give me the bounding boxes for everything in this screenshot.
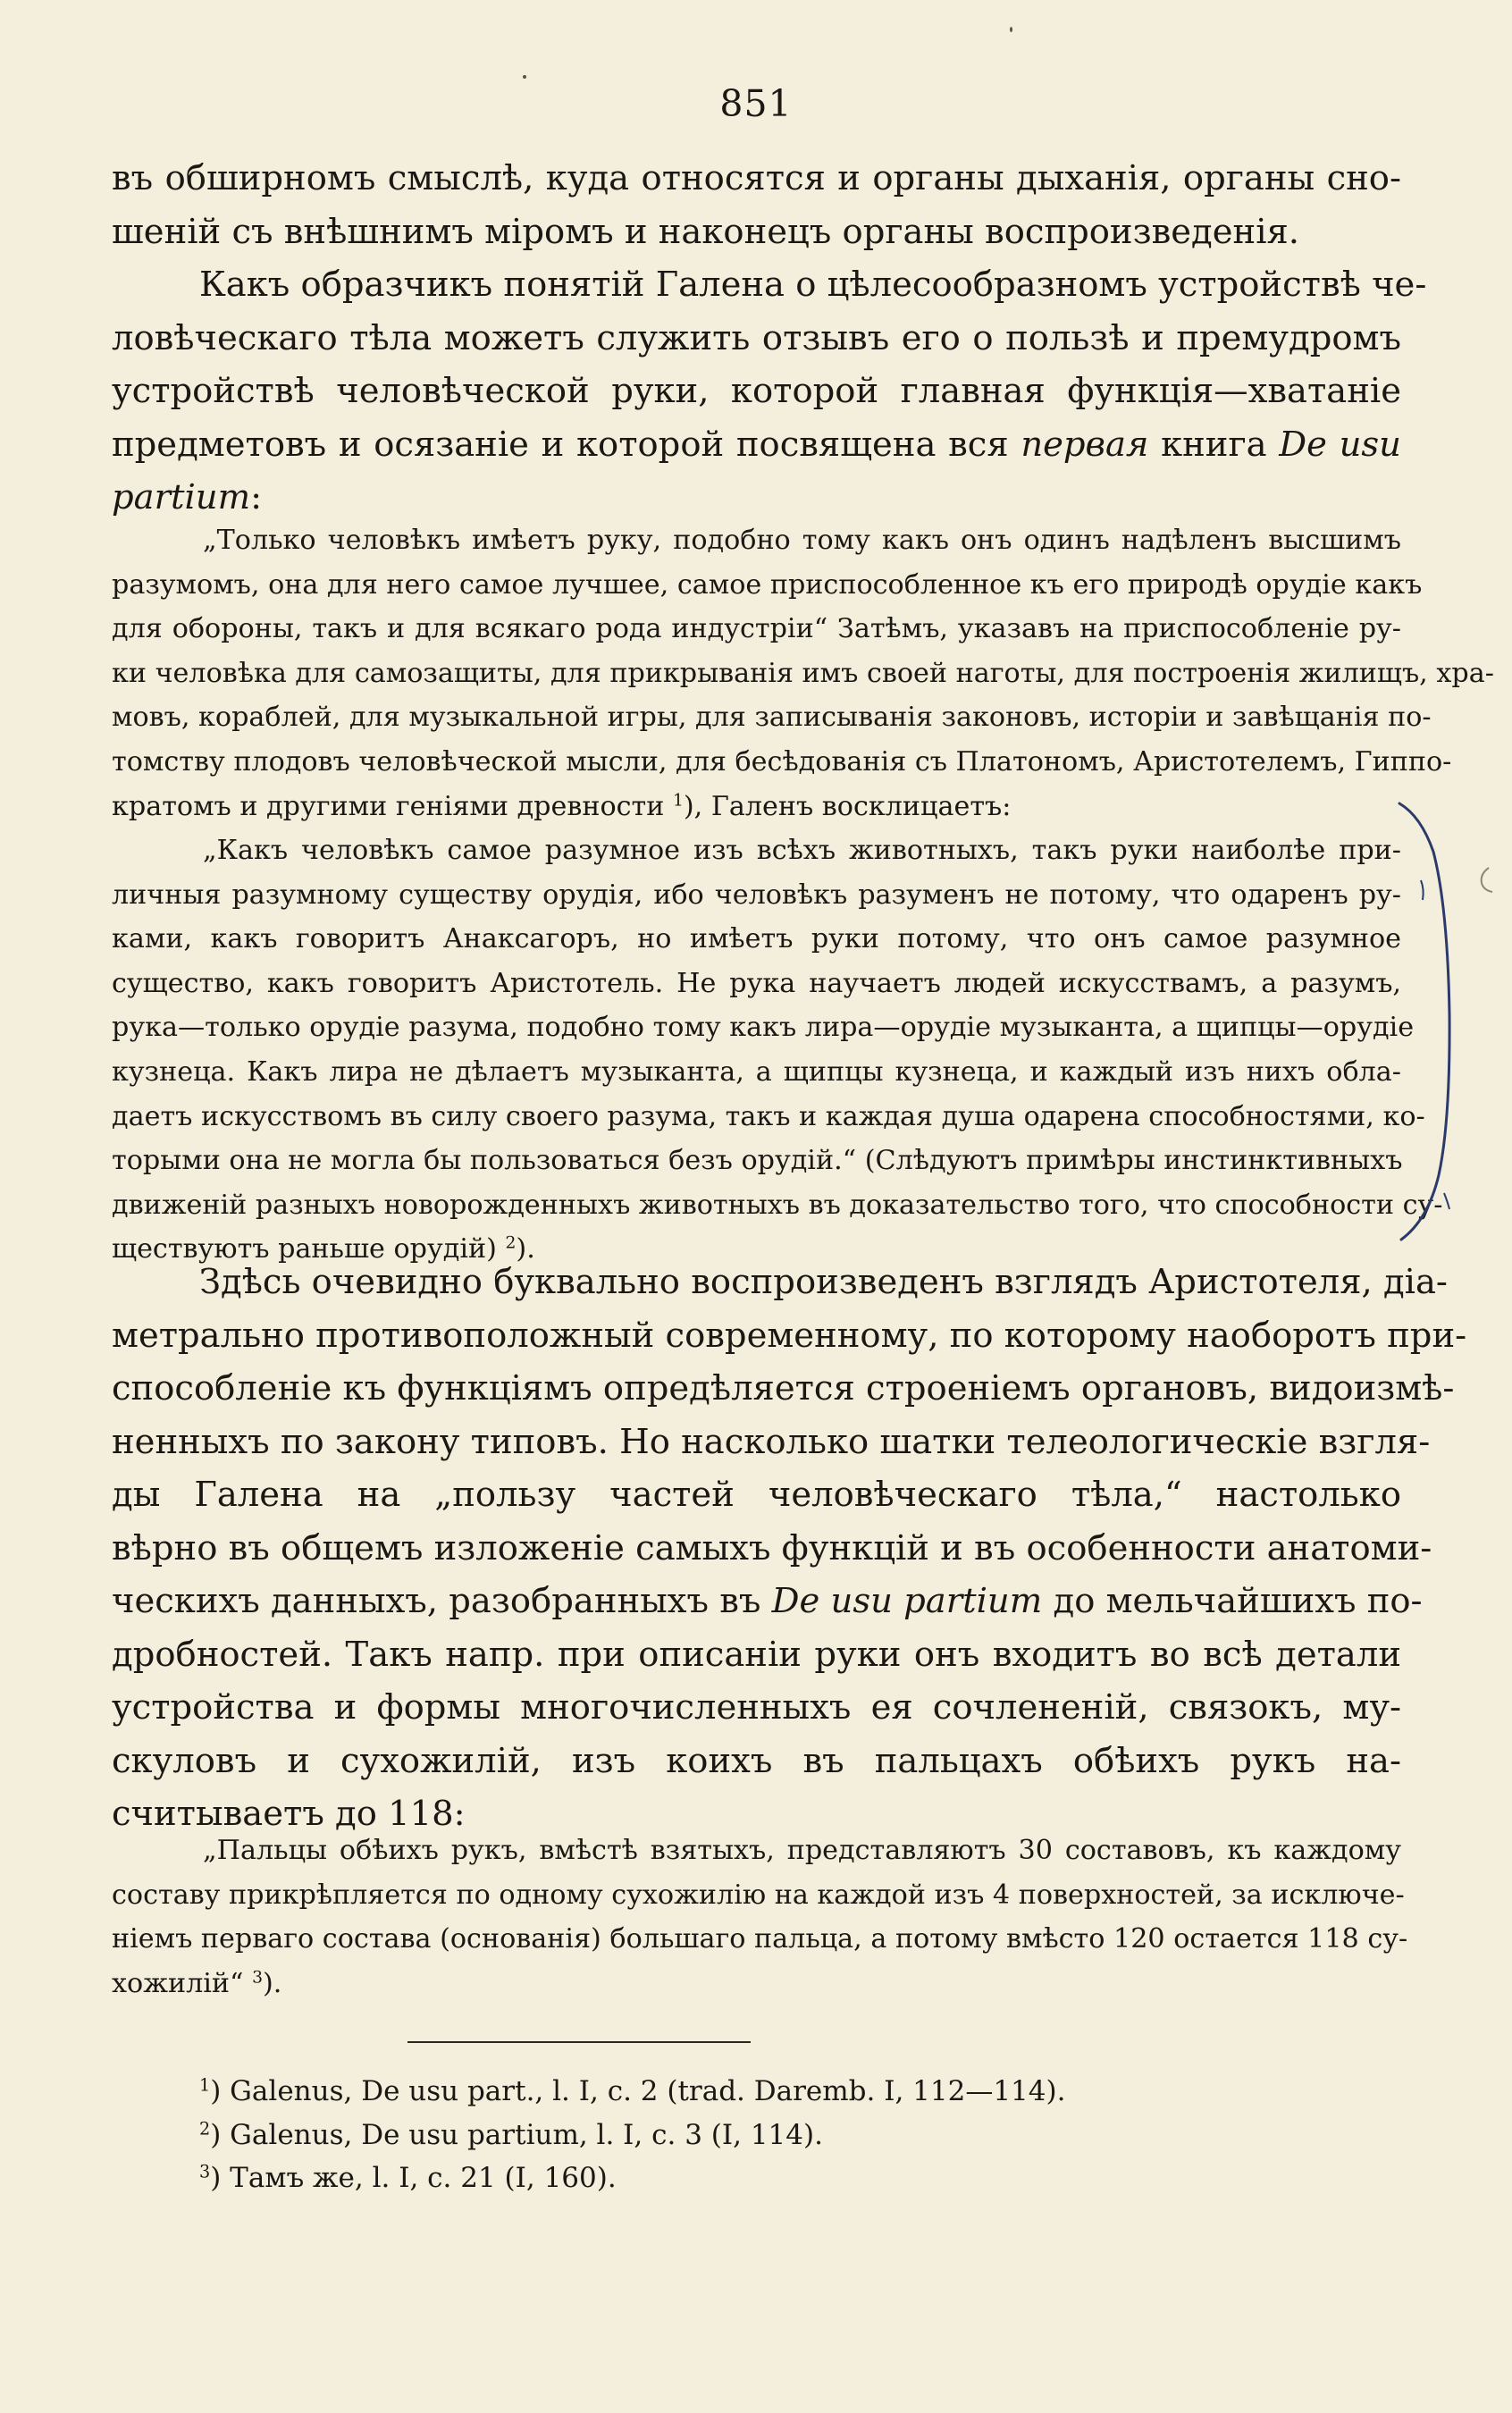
text-line: ненныхъ по закону типовъ. Но насколько шатки телеологическіе взгля- (112, 1421, 1431, 1462)
text-run: ). (516, 1233, 535, 1265)
text-line: способленіе къ функціямъ опредѣляется строеніемъ органовъ, видоизмѣ- (112, 1368, 1455, 1408)
text-run: до мельчайшихъ по- (1053, 1581, 1423, 1621)
quote-line: „Только человѣкъ имѣетъ руку, подобно тому какъ онъ одинъ надѣленъ высшимъ (203, 525, 1401, 556)
handwritten-bracket (1394, 800, 1466, 1247)
quote-line: личныя разумному существу орудія, ибо человѣкъ разуменъ не потому, что одаренъ ру- (112, 879, 1401, 911)
footnotes (199, 2070, 1272, 2200)
quote-line: ніемъ перваго состава (основанія) большаго пальца, а потому вмѣсто 120 остается 118 су- (112, 1923, 1408, 1955)
text-run: кратомъ и другими геніями древности (112, 790, 665, 822)
paragraph-2 (112, 258, 1427, 525)
text-run: ческихъ данныхъ, разобранныхъ въ (112, 1581, 761, 1621)
footnote-separator (407, 2041, 751, 2043)
footnote-3 (199, 2157, 1272, 2200)
quote-3 (112, 1829, 1408, 2005)
paragraph-1 (112, 152, 1401, 258)
text-line: ды Галена на „пользу частей человѣческаго тѣла,“ настолько (112, 1475, 1401, 1515)
quote-line (112, 785, 1401, 829)
quote-line: „Какъ человѣкъ самое разумное изъ всѣхъ животныхъ, такъ руки наиболѣе при- (203, 835, 1401, 866)
text-line: въ обширномъ смыслѣ, куда относятся и органы дыханія, органы сно- (112, 158, 1401, 198)
footnote-mark: 3 (199, 2161, 211, 2182)
text-line: шеній съ внѣшнимъ міромъ и наконецъ органы воспроизведенія. (112, 211, 1300, 252)
footnote-ref: 1 (672, 791, 684, 811)
quote-2 (112, 828, 1443, 1272)
footnote-text: ) Galenus, De usu partium, l. I, c. 3 (I, 114). (210, 2118, 823, 2151)
text-line: устройствѣ человѣческой руки, которой главная функція—хватаніе (112, 371, 1401, 411)
text-line: метрально противоположный современному, по которому наоборотъ при- (112, 1315, 1467, 1356)
footnote-2 (199, 2114, 1272, 2157)
footnote-text: ) Тамъ же, l. I, c. 21 (I, 160). (210, 2162, 617, 2194)
ink-speck (523, 75, 526, 79)
text-line: дробностей. Такъ напр. при описаніи руки онъ входитъ во всѣ детали (112, 1634, 1401, 1675)
quote-line: мовъ, кораблей, для музыкальной игры, для записыванія законовъ, исторіи и завѣщанія по- (112, 702, 1432, 734)
quote-line: ками, какъ говоритъ Анаксагоръ, но имѣетъ руки потому, что онъ самое разумное (112, 923, 1401, 955)
text-line: Здѣсь очевидно буквально воспроизведенъ взглядъ Аристотеля, діа- (199, 1262, 1448, 1302)
text-run: ). (263, 1967, 282, 1999)
quote-line: даетъ искусствомъ въ силу своего разума, такъ и каждая душа одарена способностями, ко- (112, 1100, 1425, 1132)
ink-speck (1010, 27, 1012, 32)
quote-line: разумомъ, она для него самое лучшее, самое приспособленное къ его природѣ орудіе какъ (112, 568, 1423, 601)
text-line (112, 471, 1401, 525)
text-run: ), Галенъ восклицаетъ: (683, 790, 1012, 822)
italic-title: partium (112, 477, 251, 517)
margin-mark (1476, 865, 1498, 895)
footnote-ref: 2 (505, 1234, 517, 1254)
footnote-1 (199, 2070, 1272, 2114)
quote-line: томству плодовъ человѣческой мысли, для бесѣдованія съ Платономъ, Аристотелемъ, Гиппо- (112, 745, 1452, 778)
footnote-ref: 3 (252, 1968, 264, 1988)
text-line: ловѣческаго тѣла можетъ служить отзывъ его о пользѣ и премудромъ (112, 317, 1401, 358)
quote-line: кузнеца. Какъ лира не дѣлаетъ музыканта, а щипцы кузнеца, и каждый изъ нихъ обла- (112, 1055, 1401, 1088)
quote-line: существо, какъ говоритъ Аристотель. Не рука научаетъ людей искусствамъ, а разумъ, (112, 967, 1401, 999)
footnote-text: ) Galenus, De usu part., l. I, c. 2 (trad. Daremb. I, 112—114). (210, 2075, 1066, 2107)
quote-line: составу прикрѣпляется по одному сухожилію на каждой изъ 4 поверхностей, за исключе- (112, 1879, 1405, 1911)
italic-title: De usu (1279, 424, 1401, 465)
quote-line: „Пальцы обѣихъ рукъ, вмѣстѣ взятыхъ, представляютъ 30 составовъ, къ каждому (203, 1835, 1401, 1866)
quote-line: для обороны, такъ и для всякаго рода индустріи“ Затѣмъ, указавъ на приспособленіе ру- (112, 613, 1401, 645)
page-number: 851 (719, 82, 793, 125)
text-run: книга (1161, 424, 1267, 465)
text-line: скуловъ и сухожилій, изъ коихъ въ пальцахъ обѣихъ рукъ на- (112, 1740, 1401, 1781)
text-line: Какъ образчикъ понятій Галена о цѣлесообразномъ устройствѣ че- (199, 265, 1427, 305)
quote-line: рука—только орудіе разума, подобно тому какъ лира—орудіе музыканта, а щипцы—орудіе (112, 1012, 1415, 1044)
text-line (112, 418, 1401, 472)
text-line (112, 1575, 1423, 1628)
quote-line: ки человѣка для самозащиты, для прикрыванія имъ своей наготы, для построенія жилищъ, хра- (112, 657, 1494, 689)
italic-title: De usu partium (771, 1581, 1043, 1621)
quote-1 (112, 518, 1494, 828)
footnote-mark: 2 (199, 2117, 211, 2139)
quote-line: торыми она не могла бы пользоваться безъ орудій.“ (Слѣдуютъ примѣры инстинктивныхъ (112, 1145, 1403, 1177)
text-run: предметовъ и осязаніе и которой посвящена вся (112, 424, 1009, 465)
quote-line (112, 1962, 1401, 2006)
quote-line: движеній разныхъ новорожденныхъ животныхъ въ доказательство того, что способности су- (112, 1189, 1443, 1221)
italic-text: первая (1021, 424, 1149, 465)
text-line: устройства и формы многочисленныхъ ея сочлененій, связокъ, му- (112, 1687, 1401, 1728)
text-line: считываетъ до 118: (112, 1794, 466, 1834)
paragraph-3 (112, 1256, 1467, 1841)
text-run: хожилій“ (112, 1967, 244, 1999)
footnote-mark: 1 (199, 2074, 211, 2096)
text-run: ществуютъ раньше орудій) (112, 1233, 497, 1265)
text-line: вѣрно въ общемъ изложеніе самыхъ функцій и въ особенности анатоми- (112, 1527, 1432, 1568)
text-run: : (250, 477, 263, 517)
